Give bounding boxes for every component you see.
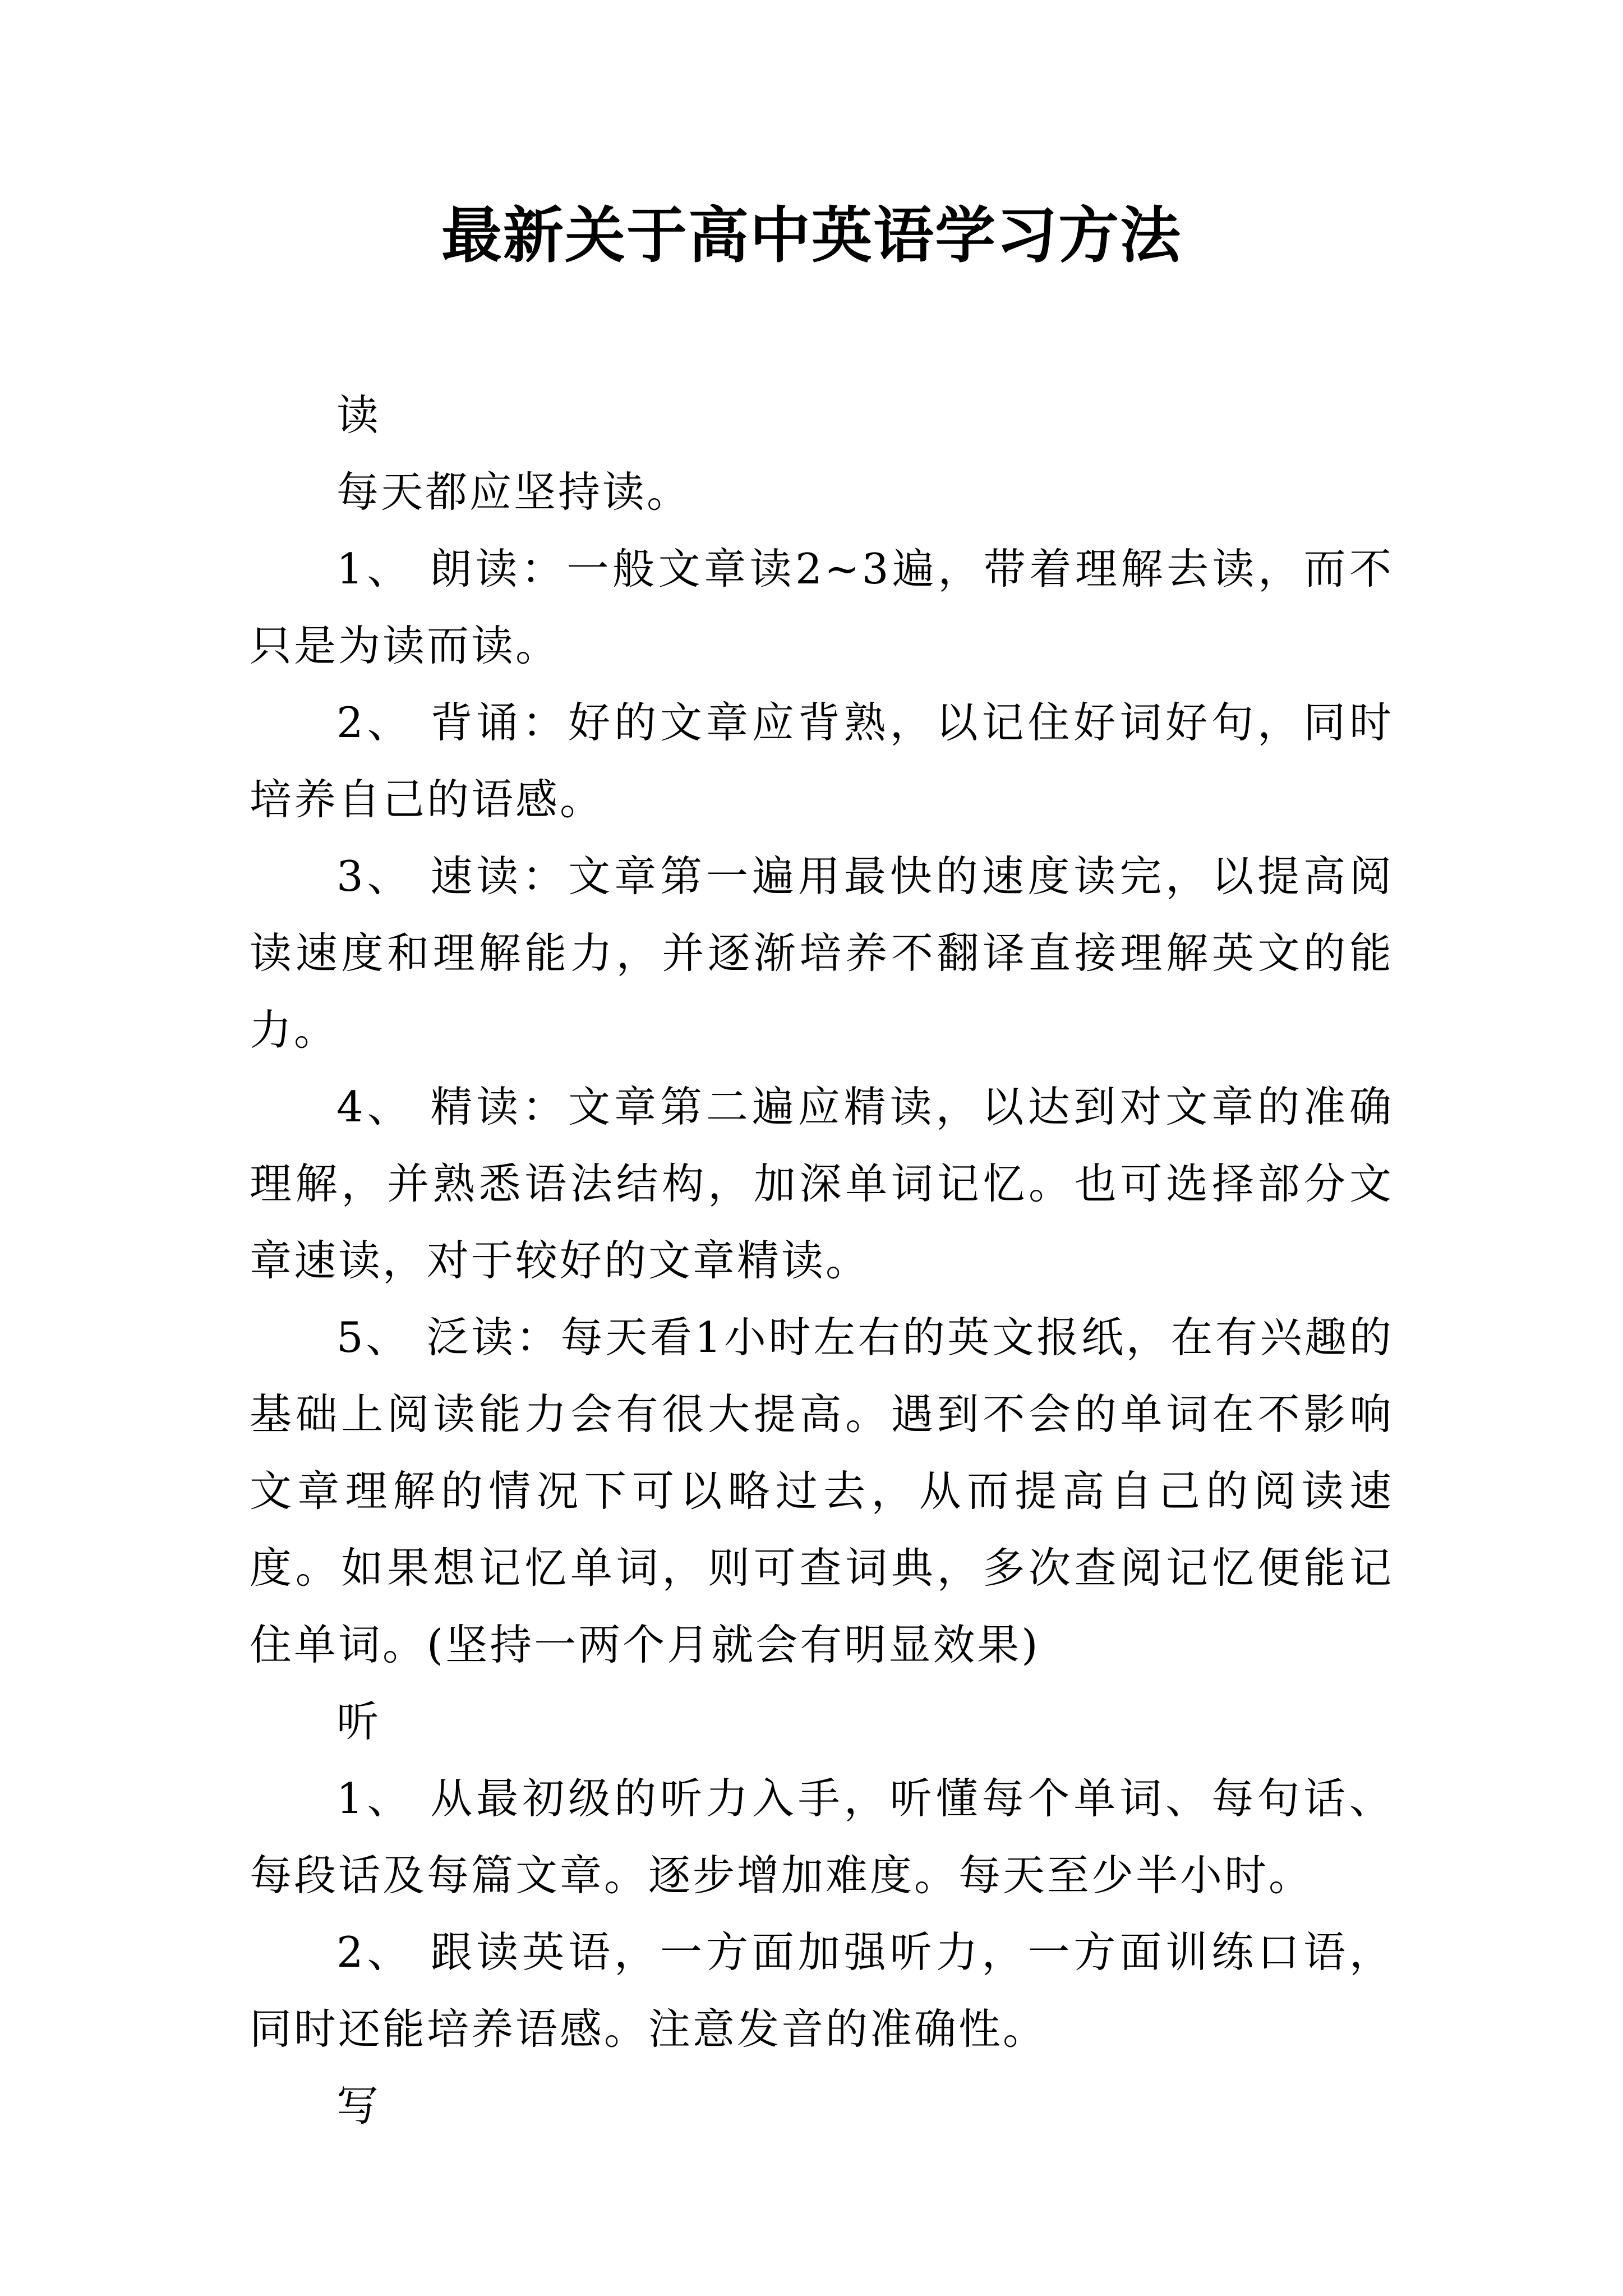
list-item: 1、 从最初级的听力入手，听懂每个单词、每句话、每段话及每篇文章。逐步增加难度。每天至少半小时。	[250, 1774, 1394, 1900]
section-heading-write: 写	[336, 2081, 381, 2131]
section-heading-listen: 听	[336, 1697, 381, 1746]
list-item: 5、 泛读：每天看1小时左右的英文报纸，在有兴趣的基础上阅读能力会有很大提高。遇到不会的单词在不影响文章理解的情况下可以略过去，从而提高自己的阅读速度。如果想记忆单词，则可查词典，多次查阅记忆便能记住单词。(坚持一两个月就会有明显效果)	[250, 1313, 1394, 1669]
list-item: 2、 背诵：好的文章应背熟，以记住好词好句，同时培养自己的语感。	[250, 698, 1394, 824]
list-item: 3、 速读：文章第一遍用最快的速度读完，以提高阅读速度和理解能力，并逐渐培养不翻译直接理解英文的能力。	[250, 852, 1394, 1055]
list-item: 4、 精读：文章第二遍应精读，以达到对文章的准确理解，并熟悉语法结构，加深单词记忆。也可选择部分文章速读，对于较好的文章精读。	[250, 1082, 1394, 1285]
section-heading-read: 读	[336, 390, 381, 440]
list-item: 1、 朗读：一般文章读2~3遍，带着理解去读，而不只是为读而读。	[250, 544, 1394, 670]
document-title: 最新关于高中英语学习方法	[441, 200, 1182, 271]
list-item: 2、 跟读英语，一方面加强听力，一方面训练口语，同时还能培养语感。注意发音的准确性。	[250, 1927, 1394, 2054]
paragraph: 每天都应坚持读。	[336, 467, 691, 517]
document-body	[250, 377, 1394, 2145]
